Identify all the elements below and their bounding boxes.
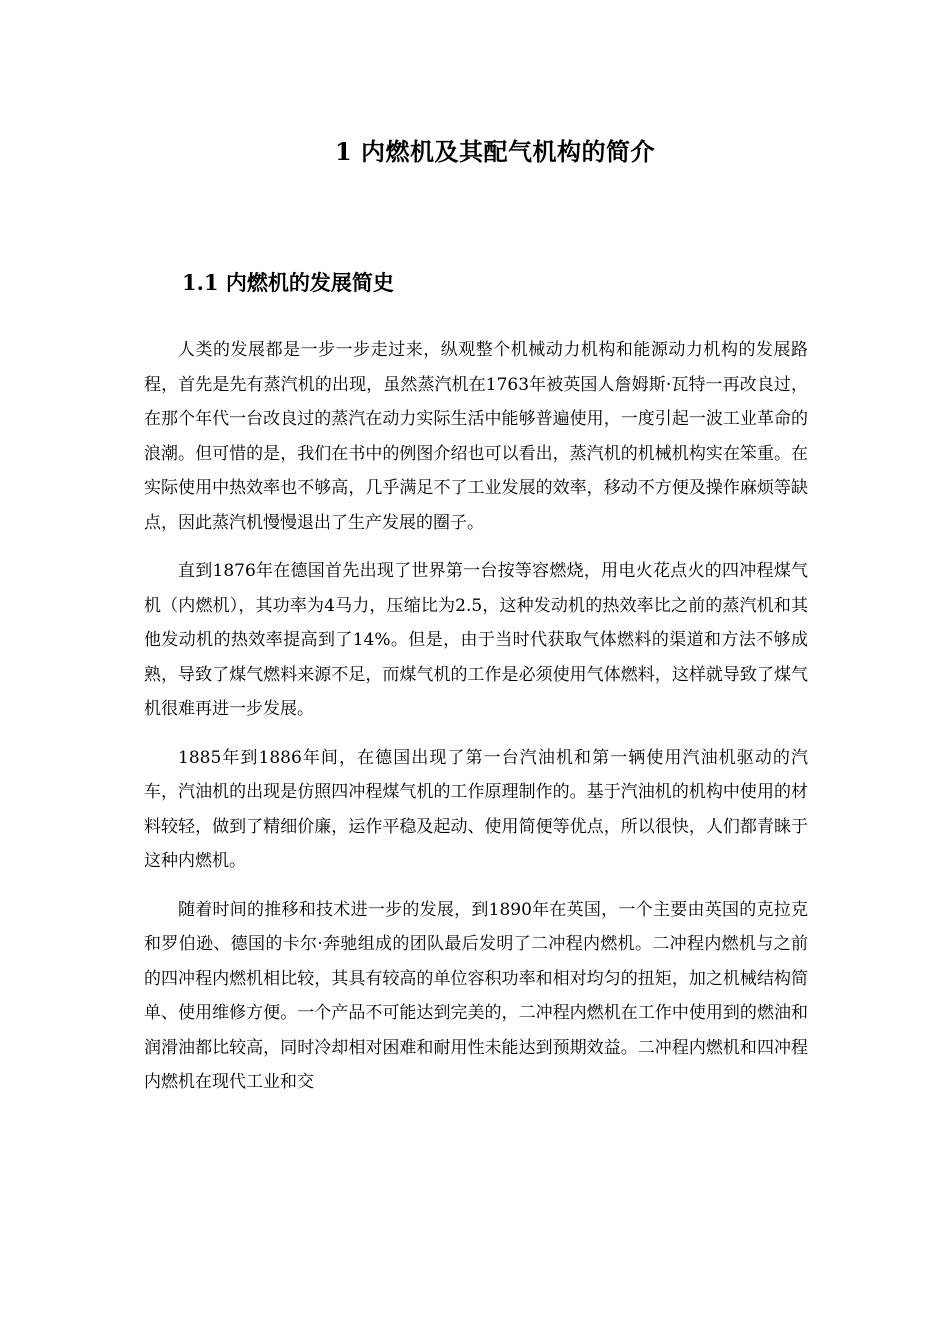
body-text bbox=[144, 333, 808, 1114]
chapter-title: 1 内燃机及其配气机构的简介 bbox=[334, 137, 656, 166]
paragraph: 1885年到1886年间，在德国出现了第一台汽油机和第一辆使用汽油机驱动的汽车，汽油机的出现是仿照四冲程煤气机的工作原理制作的。基于汽油机的机构中使用的材料较轻，做到了精细价廉，运作平稳及起动、使用简便等优点，所以很快，人们都青睐于这种内燃机。 bbox=[144, 747, 808, 871]
paragraph: 直到1876年在德国首先出现了世界第一台按等容燃烧，用电火花点火的四冲程煤气机（内燃机），其功率为4马力，压缩比为2.5，这种发动机的热效率比之前的蒸汽机和其他发动机的热效率提高到了14%。但是，由于当时代获取气体燃料的渠道和方法不够成熟，导致了煤气燃料来源不足，而煤气机的工作是必须使用气体燃料，这样就导致了煤气机很难再进一步发展。 bbox=[144, 561, 808, 719]
paragraph: 人类的发展都是一步一步走过来，纵观整个机械动力机构和能源动力机构的发展路程，首先是先有蒸汽机的出现，虽然蒸汽机在1763年被英国人詹姆斯·瓦特一再改良过，在那个年代一台改良过的蒸汽在动力实际生活中能够普遍使用，一度引起一波工业革命的浪潮。但可惜的是，我们在书中的例图介绍也可以看出，蒸汽机的机械机构实在笨重。在实际使用中热效率也不够高，几乎满足不了工业发展的效率，移动不方便及操作麻烦等缺点，因此蒸汽机慢慢退出了生产发展的圈子。 bbox=[144, 340, 808, 533]
paragraph: 随着时间的推移和技术进一步的发展，到1890年在英国，一个主要由英国的克拉克和罗伯逊、德国的卡尔·奔驰组成的团队最后发明了二冲程内燃机。二冲程内燃机与之前的四冲程内燃机相比较，其具有较高的单位容积功率和相对均匀的扭矩，加之机械结构简单、使用维修方便。一个产品不可能达到完美的，二冲程内燃机在工作中使用到的燃油和润滑油都比较高，同时冷却相对困难和耐用性未能达到预期效益。二冲程内燃机和四冲程内燃机在现代工业和交 bbox=[144, 899, 808, 1092]
section-title: 1.1 内燃机的发展简史 bbox=[182, 270, 394, 295]
